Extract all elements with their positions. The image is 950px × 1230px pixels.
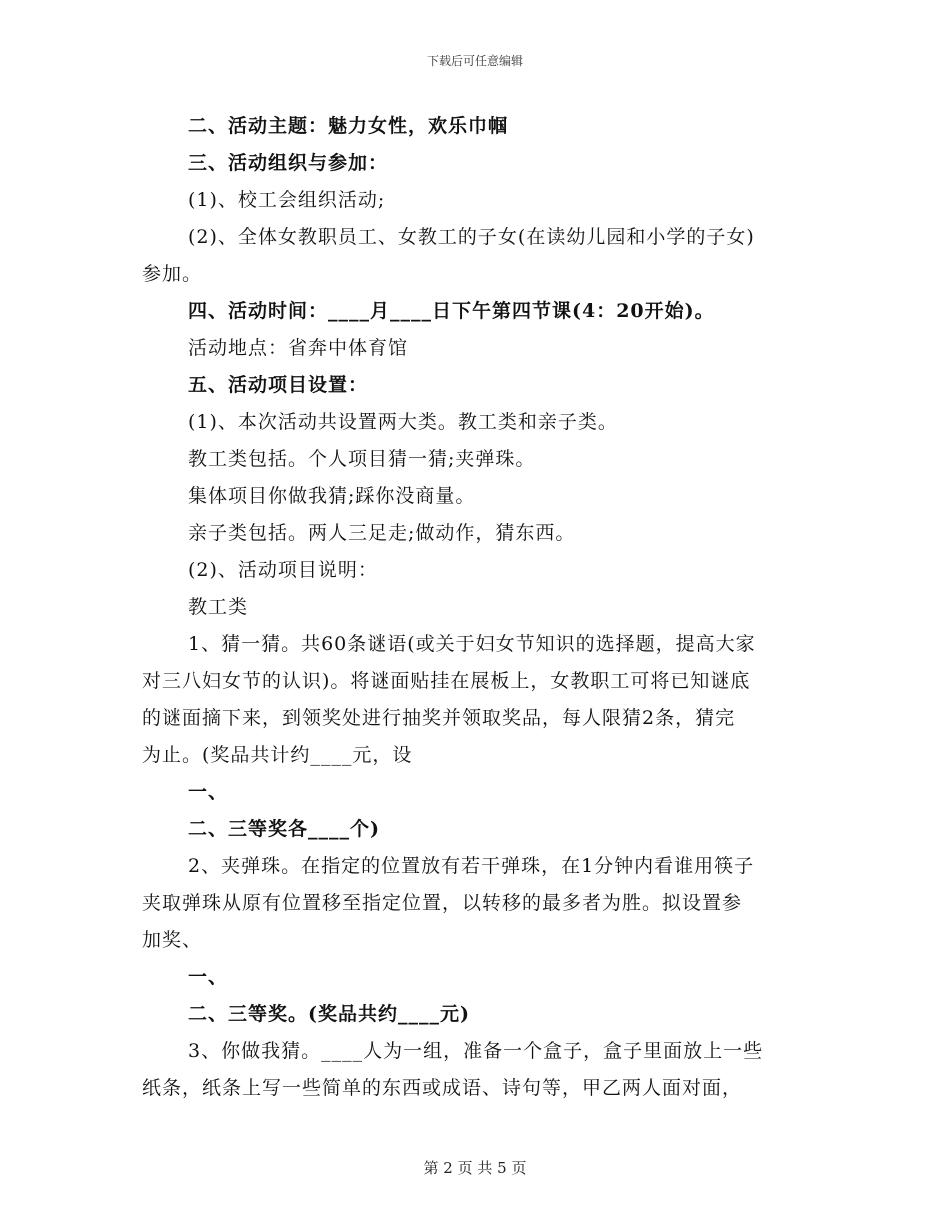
section-3-heading: 三、活动组织与参加：	[188, 152, 389, 174]
org-item-2-cont: 参加。	[142, 263, 203, 285]
org-item-1: (1)、校工会组织活动;	[188, 189, 386, 211]
venue-line: 活动地点：省奔中体育馆	[188, 337, 409, 359]
staff-category-line: 教工类包括。个人项目猜一猜;夹弹珠。	[188, 448, 536, 470]
prize-line-4: 二、三等奖。(奖品共约____元)	[188, 1003, 470, 1025]
staff-category-title: 教工类	[188, 596, 249, 618]
org-item-2: (2)、全体女教职员工、女教工的子女(在读幼儿园和小学的子女)	[188, 226, 755, 248]
section-2-theme: 二、活动主题：魅力女性，欢乐巾帼	[188, 115, 509, 137]
riddle-para-line-1: 1、猜一猜。共60条谜语(或关于妇女节知识的选择题，提高大家	[188, 633, 756, 655]
guess-para-line-2: 纸条，纸条上写一些简单的东西或成语、诗句等，甲乙两人面对面，	[142, 1077, 743, 1099]
marble-para-line-3: 加奖、	[142, 929, 203, 951]
section-5-heading: 五、活动项目设置：	[188, 374, 369, 396]
setup-item-1: (1)、本次活动共设置两大类。教工类和亲子类。	[188, 411, 618, 433]
marble-para-line-2: 夹取弹珠从原有位置移至指定位置，以转移的最多者为胜。拟设置参	[142, 892, 743, 914]
prize-line-1: 一、	[188, 781, 229, 803]
guess-para-line-1: 3、你做我猜。____人为一组，准备一个盒子，盒子里面放上一些	[188, 1040, 764, 1062]
prize-line-2: 二、三等奖各____个)	[188, 818, 380, 840]
setup-item-2: (2)、活动项目说明：	[188, 559, 378, 581]
riddle-para-line-3: 的谜面摘下来，到领奖处进行抽奖并领取奖品，每人限猜2条，猜完	[142, 707, 736, 729]
riddle-para-line-2: 对三八妇女节的认识)。将谜面贴挂在展板上，女教职工可将已知谜底	[142, 670, 751, 692]
page-footer: 第 2 页 共 5 页	[423, 1159, 527, 1177]
parent-child-line: 亲子类包括。两人三足走;做动作，猜东西。	[188, 522, 576, 544]
page-header: 下载后可任意编辑	[426, 54, 523, 68]
prize-line-3: 一、	[188, 966, 229, 988]
group-items-line: 集体项目你做我猜;踩你没商量。	[188, 485, 476, 507]
marble-para-line-1: 2、夹弹珠。在指定的位置放有若干弹珠，在1分钟内看谁用筷子	[188, 855, 755, 877]
riddle-para-line-4: 为止。(奖品共计约____元，设	[142, 744, 413, 766]
document-body	[142, 108, 810, 1107]
section-4-time: 四、活动时间：____月____日下午第四节课(4：20开始)。	[188, 300, 715, 322]
